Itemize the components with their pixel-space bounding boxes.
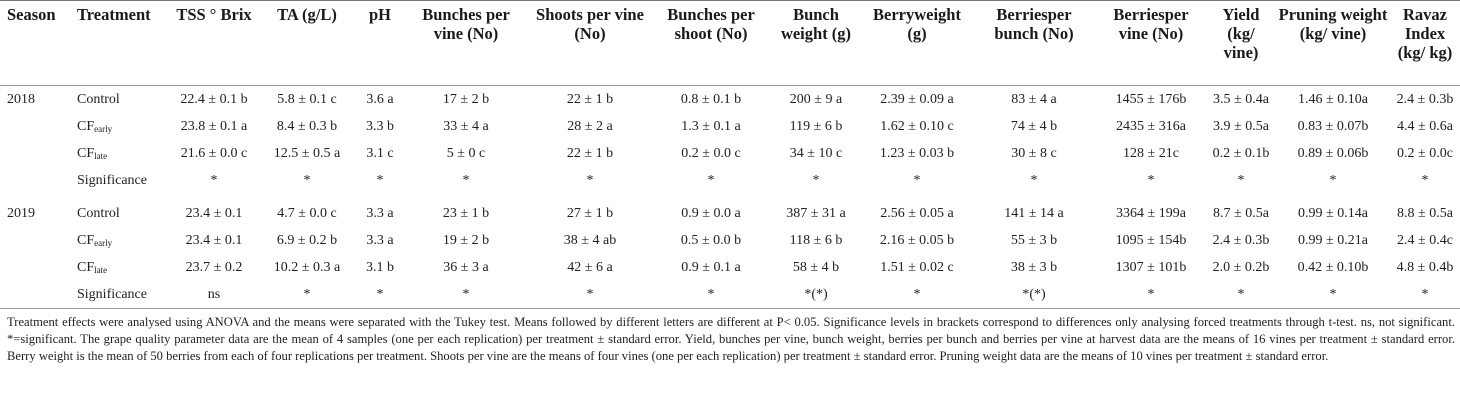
cell-berriesper-bunch: 55 ± 3 b — [1010, 232, 1058, 248]
cell-ta: 5.8 ± 0.1 c — [277, 91, 337, 107]
cell-tss: 23.4 ± 0.1 — [185, 232, 243, 248]
cell-bunches-per-vine: 19 ± 2 b — [442, 232, 490, 248]
treatment-cell — [70, 281, 170, 309]
cell-berriesper-vine: 1095 ± 154b — [1115, 232, 1187, 248]
cell-bunches-per-shoot: 0.9 ± 0.1 a — [681, 259, 741, 275]
cell-ravaz-index: 2.4 ± 0.4c — [1397, 232, 1453, 248]
treatment-label: Significance — [77, 172, 147, 188]
cell-ravaz-index: 4.8 ± 0.4b — [1396, 259, 1454, 275]
cell-berriesper-vine: * — [1096, 281, 1206, 309]
cell-berriesper-vine: 1307 ± 101b — [1115, 259, 1187, 275]
treatment-label: CF — [77, 118, 95, 134]
cell-berryweight: 1.62 ± 0.10 c — [880, 118, 954, 134]
cell-berriesper-vine: 1455 ± 176b — [1115, 91, 1187, 107]
cell-tss: 23.8 ± 0.1 a — [180, 118, 248, 134]
cell-bunch-weight: 387 ± 31 a — [786, 205, 846, 221]
header-ph: pH — [356, 1, 404, 86]
table-row — [0, 86, 1460, 114]
treatment-cell — [70, 254, 170, 281]
cell-yield: 3.9 ± 0.5a — [1213, 118, 1269, 134]
cell-ta: 6.9 ± 0.2 b — [276, 232, 338, 248]
table-row — [0, 167, 1460, 194]
cell-berriesper-bunch: *(*) — [972, 281, 1096, 309]
cell-tss: 23.4 ± 0.1 — [185, 205, 243, 221]
cell-pruning-weight: 0.42 ± 0.10b — [1297, 259, 1369, 275]
cell-bunch-weight: 58 ± 4 b — [792, 259, 840, 275]
cell-bunches-per-shoot: 0.9 ± 0.0 a — [681, 205, 741, 221]
table-row — [0, 254, 1460, 281]
treatment-subscript: early — [94, 123, 113, 134]
cell-berriesper-vine: 128 ± 21c — [1123, 145, 1179, 161]
season-cell — [0, 227, 70, 254]
cell-berriesper-bunch: 141 ± 14 a — [1004, 205, 1064, 221]
header-pruning-weight: Pruning weight (kg/ vine) — [1276, 1, 1390, 86]
treatment-label: CF — [77, 145, 95, 161]
cell-yield: 0.2 ± 0.1b — [1212, 145, 1270, 161]
cell-berriesper-bunch: 74 ± 4 b — [1010, 118, 1058, 134]
cell-shoots-per-vine: * — [586, 172, 594, 188]
header-berryweight: Berryweight (g) — [862, 1, 972, 86]
header-tss: TSS ° Brix — [170, 1, 258, 86]
treatment-label: Control — [77, 205, 120, 221]
cell-berriesper-bunch: * — [1030, 172, 1038, 188]
cell-pruning-weight: * — [1276, 281, 1390, 309]
cell-bunch-weight: 119 ± 6 b — [789, 118, 843, 134]
cell-tss: 21.6 ± 0.0 c — [180, 145, 248, 161]
cell-ravaz-index: 4.4 ± 0.6a — [1397, 118, 1453, 134]
cell-berriesper-bunch: 38 ± 3 b — [1010, 259, 1058, 275]
season-cell: 2018 — [7, 91, 35, 107]
cell-ta: 10.2 ± 0.3 a — [273, 259, 341, 275]
header-ravaz-index: Ravaz Index (kg/ kg) — [1390, 1, 1460, 86]
cell-shoots-per-vine: * — [528, 281, 652, 309]
cell-bunches-per-vine: 36 ± 3 a — [443, 259, 489, 275]
table-row — [0, 140, 1460, 167]
cell-berryweight: 1.51 ± 0.02 c — [880, 259, 954, 275]
cell-ravaz-index: 0.2 ± 0.0c — [1397, 145, 1453, 161]
table-row — [0, 200, 1460, 227]
treatment-label: Significance — [77, 286, 147, 302]
cell-shoots-per-vine: 42 ± 6 a — [567, 259, 613, 275]
header-ta: TA (g/L) — [258, 1, 356, 86]
cell-tss: ns — [170, 281, 258, 309]
cell-bunches-per-vine: 5 ± 0 c — [446, 145, 486, 161]
header-bunches-per-vine: Bunches per vine (No) — [404, 1, 528, 86]
cell-tss: * — [210, 172, 218, 188]
header-bunches-per-shoot: Bunches per shoot (No) — [652, 1, 770, 86]
cell-pruning-weight: 0.89 ± 0.06b — [1297, 145, 1369, 161]
cell-berriesper-bunch: 30 ± 8 c — [1011, 145, 1057, 161]
cell-bunches-per-vine: 33 ± 4 a — [443, 118, 489, 134]
table-row — [0, 227, 1460, 254]
cell-ta: 12.5 ± 0.5 a — [273, 145, 341, 161]
cell-ph: 3.1 c — [366, 145, 394, 161]
cell-bunches-per-shoot: * — [652, 281, 770, 309]
cell-ta: * — [258, 281, 356, 309]
table-row — [0, 281, 1460, 309]
cell-ph: 3.3 b — [366, 118, 394, 134]
table-body — [0, 86, 1460, 309]
cell-ravaz-index: 2.4 ± 0.3b — [1396, 91, 1454, 107]
treatment-label: CF — [77, 259, 95, 275]
cell-bunches-per-shoot: 0.5 ± 0.0 b — [680, 232, 742, 248]
season-cell — [0, 254, 70, 281]
cell-ph: * — [376, 172, 384, 188]
cell-berryweight: 2.39 ± 0.09 a — [880, 91, 954, 107]
cell-yield: 3.5 ± 0.4a — [1213, 91, 1269, 107]
table-row — [0, 113, 1460, 140]
cell-yield: 8.7 ± 0.5a — [1213, 205, 1269, 221]
treatment-subscript: late — [94, 264, 108, 275]
treatment-subscript: late — [94, 150, 108, 161]
header-berriesper-vine: Berriesper vine (No) — [1096, 1, 1206, 86]
cell-bunch-weight: 200 ± 9 a — [789, 91, 843, 107]
cell-shoots-per-vine: 38 ± 4 ab — [563, 232, 617, 248]
cell-ta: 4.7 ± 0.0 c — [277, 205, 337, 221]
cell-yield: * — [1206, 281, 1276, 309]
cell-bunches-per-vine: * — [462, 172, 470, 188]
cell-pruning-weight: * — [1329, 172, 1337, 188]
cell-tss: 22.4 ± 0.1 b — [180, 91, 248, 107]
header-yield: Yield (kg/ vine) — [1206, 1, 1276, 86]
season-cell: 2019 — [7, 205, 35, 221]
table-footnote: Treatment effects were analysed using ANOVA and the means were separated with the Tukey test. Means followed by different letters are different at P< 0.05. Significance levels in brackets correspond to differences only analysing forced treatments through t-test. ns, not significant. *=significant. The grape quality parameter data are the mean of 4 samples (one per each replication) per treatment ± standard error. Yield, bunches per vine, bunch weight, berries per bunch and berries per vine at harvest data are the means of 16 vines per treatment ± standard error. Berry weight is the mean of 50 berries from each of four replications per treatment. Shoots per vine are the means of four vines (one per each replication) per treatment ± standard error. Pruning weight data are the means of 10 vines per treatment ± standard error. — [7, 315, 1455, 364]
cell-berryweight: * — [913, 172, 921, 188]
cell-bunch-weight: * — [812, 172, 820, 188]
cell-berriesper-vine: * — [1147, 172, 1155, 188]
cell-ph: 3.3 a — [366, 205, 394, 221]
season-cell — [0, 281, 70, 309]
cell-tss: 23.7 ± 0.2 — [185, 259, 243, 275]
season-cell — [0, 140, 70, 167]
cell-ta: * — [303, 172, 311, 188]
cell-ph: 3.6 a — [366, 91, 394, 107]
header-bunch-weight: Bunch weight (g) — [770, 1, 862, 86]
treatment-cell — [70, 86, 170, 114]
cell-bunches-per-shoot: 1.3 ± 0.1 a — [681, 118, 741, 134]
header-season: Season — [0, 1, 70, 86]
cell-bunches-per-vine: * — [404, 281, 528, 309]
cell-bunches-per-vine: 17 ± 2 b — [442, 91, 490, 107]
cell-pruning-weight: 1.46 ± 0.10a — [1298, 91, 1368, 107]
treatment-cell — [70, 200, 170, 227]
treatment-cell — [70, 113, 170, 140]
cell-shoots-per-vine: 28 ± 2 a — [567, 118, 613, 134]
season-cell — [0, 113, 70, 140]
cell-pruning-weight: 0.83 ± 0.07b — [1297, 118, 1369, 134]
cell-ravaz-index: 8.8 ± 0.5a — [1397, 205, 1453, 221]
treatment-cell — [70, 227, 170, 254]
treatment-label: Control — [77, 91, 120, 107]
cell-ph: 3.1 b — [366, 259, 394, 275]
cell-bunches-per-vine: 23 ± 1 b — [442, 205, 490, 221]
cell-pruning-weight: 0.99 ± 0.14a — [1298, 205, 1368, 221]
cell-bunches-per-shoot: * — [707, 172, 715, 188]
cell-ph: 3.3 a — [366, 232, 394, 248]
cell-bunch-weight: 34 ± 10 c — [789, 145, 843, 161]
cell-yield: * — [1237, 172, 1245, 188]
cell-ph: * — [356, 281, 404, 309]
cell-berriesper-vine: 2435 ± 316a — [1116, 118, 1186, 134]
cell-yield: 2.4 ± 0.3b — [1212, 232, 1270, 248]
cell-berryweight: 1.23 ± 0.03 b — [879, 145, 955, 161]
cell-shoots-per-vine: 27 ± 1 b — [566, 205, 614, 221]
cell-pruning-weight: 0.99 ± 0.21a — [1298, 232, 1368, 248]
season-cell — [0, 167, 70, 194]
cell-ta: 8.4 ± 0.3 b — [276, 118, 338, 134]
header-shoots-per-vine: Shoots per vine (No) — [528, 1, 652, 86]
cell-berryweight: 2.56 ± 0.05 a — [880, 205, 954, 221]
cell-shoots-per-vine: 22 ± 1 b — [566, 145, 614, 161]
cell-yield: 2.0 ± 0.2b — [1212, 259, 1270, 275]
cell-bunches-per-shoot: 0.8 ± 0.1 b — [680, 91, 742, 107]
cell-berriesper-vine: 3364 ± 199a — [1116, 205, 1186, 221]
cell-shoots-per-vine: 22 ± 1 b — [566, 91, 614, 107]
cell-ravaz-index: * — [1390, 281, 1460, 309]
treatment-label: CF — [77, 232, 95, 248]
treatment-subscript: early — [94, 237, 113, 248]
cell-berryweight: 2.16 ± 0.05 b — [879, 232, 955, 248]
header-berriesper-bunch: Berriesper bunch (No) — [972, 1, 1096, 86]
cell-berryweight: * — [862, 281, 972, 309]
treatment-cell — [70, 167, 170, 194]
cell-ravaz-index: * — [1421, 172, 1429, 188]
cell-bunches-per-shoot: 0.2 ± 0.0 c — [681, 145, 741, 161]
header-treatment: Treatment — [70, 1, 170, 86]
treatment-cell — [70, 140, 170, 167]
cell-bunch-weight: 118 ± 6 b — [789, 232, 843, 248]
cell-berriesper-bunch: 83 ± 4 a — [1011, 91, 1057, 107]
cell-bunch-weight: *(*) — [770, 281, 862, 309]
